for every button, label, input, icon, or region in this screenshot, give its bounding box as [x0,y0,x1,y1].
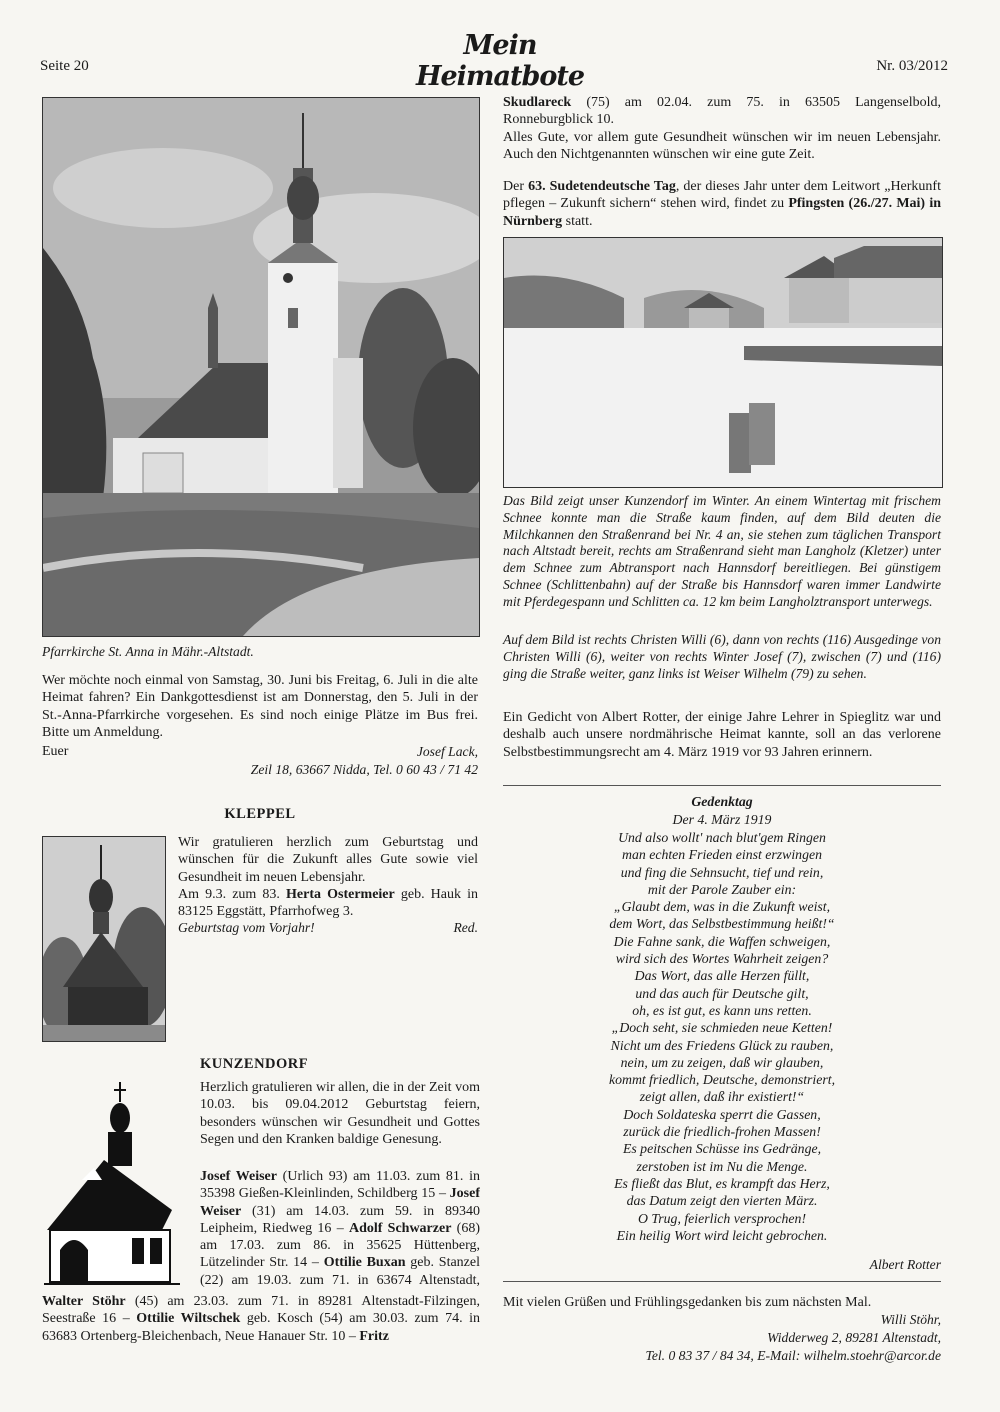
sdt-mid: , der dieses Jahr unter dem Leitwort „Herkunft pflegen – Zukunft sichern“ stehen wird, findet zu [503,179,941,212]
church-photo [42,97,480,637]
kleppel-note: Geburtstag vom Vorjahr! [178,920,315,935]
winter-caption: Das Bild zeigt unser Kunzendorf im Winter. An einem Wintertag mit frischem Schnee konnte man die Straße kaum finden, auf dem Bild deuten die Milchkannen den Straßenrand bei Nr. 4 an, sie stehen zum täglichen Transport nach Altstadt bereit, rechts am Straßenrand sieht man Langholz (Kletzer) unter dem Schnee zum Abtransport nach Hannsdorf bereitliegen. Bei günstigem Schnee (Schlittenbahn) auf der Straße bis Hannsdorf waren immer Landwirte mit Pferdegespann und Schlitten ca. 12 km beim Langholztransport unterwegs. [503,493,941,609]
birthday-name: Skudlareck [503,95,572,110]
divider-line [503,785,941,786]
poem-line: dem Wort, das Selbstbestimmung heißt!“ [609,916,835,932]
poem-line: Es peitschen Schüsse ins Gedränge, [622,1141,822,1157]
poem-line: Und also wollt' nach blut'gem Ringen [618,830,826,845]
sdt-post: statt. [565,213,593,229]
poem-line: Die Fahne sank, die Waffen schweigen, [613,933,831,949]
closing-contact: Tel. 0 83 37 / 84 34, E-Mail: wilhelm.stoehr@arcor.de [645,1348,941,1363]
trip-announcement: Wer möchte noch einmal von Samstag, 30. Juni bis Freitag, 6. Juli in die alte Heimat fahren? Ein Dankgottesdienst ist am Donnerstag, den 5. Juli in der St.-Anna-Pfarrkirche vorgesehen. Es sind noch einige Plätze im Bus frei. Bitte um Anmeldung. [42,673,478,740]
kleppel-heading: KLEPPEL [224,806,296,822]
poem-line: zurück die friedlich-frohen Massen! [623,1124,821,1140]
kleppel-entry-name: Herta Ostermeier [286,887,395,902]
birthday-detail: (45) am 23.03. zum 71. in 89281 Altenstadt-Filzingen, Seestraße 16 – [42,1294,480,1327]
closing-name: Willi Stöhr, [880,1312,941,1327]
sudetendeutscher-tag-text [503,178,941,230]
kleppel-chapel-photo [42,836,166,1042]
birthday-name: Adolf Schwarzer [348,1220,452,1236]
poem-line: O Trug, feierlich versprochen! [637,1210,807,1226]
sdt-pre: Der [503,179,524,194]
kunzendorf-heading: KUNZENDORF [200,1056,309,1072]
poem-line: und das auch für Deutsche gilt, [635,985,809,1001]
poem-intro: Ein Gedicht von Albert Rotter, der einige Jahre Lehrer in Spieglitz war und deshalb auch unsere nordmährische Heimat kannte, soll an das verlorene Selbstbestimmungsrecht am 4. März 1919 vor 93 Jahren erinnern. [503,710,941,760]
birthday-detail: (75) am 02.04. zum 75. in 63505 Langenselbold, Ronneburgblick 10. [503,95,941,128]
winter-photo [503,237,943,488]
sdt-bold: 63. Sudetendeutsche Tag [528,179,676,194]
birthday-name: Walter Stöhr [42,1294,126,1309]
poem-line: nein, um zu zeigen, daß wir glauben, [620,1054,824,1070]
poem-body [503,829,941,1244]
poem-line: das Datum zeigt den vierten März. [626,1193,818,1209]
birthday-detail: (31) am 14.03. zum 59. in 89340 Leipheim, Riedweg 16 – [200,1203,480,1236]
birthday-detail: (68) am 17.03. zum 86. in 35625 Hüttenberg, Lützelinder Str. 14 – [200,1220,480,1271]
birthday-name: Josef Weiser [200,1169,277,1184]
kleppel-red: Red. [453,920,478,935]
poem-line: wird sich des Wortes Wahrheit zeigen? [615,951,829,967]
poem-line: Doch Soldateska sperrt die Gassen, [623,1106,821,1122]
poem-line: oh, es ist gut, es kann uns retten. [632,1002,812,1018]
trip-euer: Euer [42,744,69,759]
winter-caption-names: Auf dem Bild ist rechts Christen Willi (6), dann von rechts (116) Ausgedinge von Christen Willi (6), weiter von rechts Winter Josef (7), zwischen (7) und (116) ging die Straße weiter, ganz links ist Weiser Wilhelm (79) zu sehen. [503,632,941,681]
trip-signature-address: Zeil 18, 63667 Nidda, Tel. 0 60 43 / 71 42 [250,762,478,777]
poem-line: man echten Frieden einst erzwingen [621,847,822,863]
kleppel-entry-pre: Am 9.3. zum 83. [178,887,280,902]
kunzendorf-birthdays-a [200,1168,480,1290]
sdt-bold2: Pfingsten (26./27. Mai) in Nürnberg [503,196,941,229]
poem-line: Ein heilig Wort wird leicht gebrochen. [616,1227,828,1243]
skudlareck-entry [503,94,941,129]
birthday-detail: (Urlich 93) am 11.03. zum 81. in 35398 Gießen-Kleinlinden, Schildberg 15 – [200,1169,480,1202]
poem-line: kommt friedlich, Deutsche, demonstriert, [608,1072,836,1088]
poem-line: zerstoben ist im Nu die Menge. [636,1158,808,1174]
church-caption: Pfarrkirche St. Anna in Mähr.-Altstadt. [42,644,254,659]
kleppel-entry-post: geb. Hauk in 83125 Eggstätt, Pfarrhofweg 3. [178,887,478,920]
page-number: Seite 20 [40,58,89,74]
poem-line: Es fließt das Blut, es krampft das Herz, [614,1175,830,1191]
poem-line: „Doch seht, sie schmieden neue Ketten! [611,1020,833,1036]
kleppel-entry [178,886,478,921]
birthday-name: Fritz [359,1328,389,1344]
wishes-text: Alles Gute, vor allem gute Gesundheit wünschen wir im neuen Lebensjahr. Auch den Nichtgenannten wünschen wir eine gute Zeit. [503,130,941,163]
birthday-detail: geb. Kosch (54) am 30.03. zum 74. in 63683 Ortenberg-Bleichenbach, Neue Hanauer Str. 10 – [42,1311,480,1344]
poem-line: Das Wort, das alle Herzen füllt, [634,968,810,984]
kleppel-text: Wir gratulieren herzlich zum Geburtstag und wünschen für die Zukunft alles Gute sowie viel Gesundheit im neuen Lebensjahr. [178,835,478,885]
poem-title: Gedenktag [691,794,753,809]
poem-line: mit der Parole Zauber ein: [647,881,797,897]
divider-line [503,1281,941,1282]
masthead-logo: Mein Heimatbote [415,30,585,92]
birthday-detail: geb. Stanzel (22) am 19.03. zum 71. in 63674 Altenstadt, [200,1255,480,1288]
birthday-name: Ottilie Wiltschek [136,1311,241,1327]
poem-line: Nicht um des Friedens Glück zu rauben, [610,1037,834,1053]
poem-line: zeigt allen, daß ihr existiert!“ [639,1089,805,1105]
closing-address: Widderweg 2, 89281 Altenstadt, [767,1330,941,1345]
birthday-name: Ottilie Buxan [323,1255,406,1271]
birthday-name: Josef Weiser [200,1186,480,1219]
kunzendorf-birthdays-b [42,1293,480,1345]
poem-line: und fing die Sehnsucht, tief und rein, [620,864,824,880]
kunzendorf-intro: Herzlich gratulieren wir allen, die in der Zeit vom 10.03. bis 09.04.2012 Geburtstag feiern, besonders wünschen wir Gesundheit und Gottes Segen und den Kranken baldige Genesung. [200,1080,480,1147]
poem-subtitle: Der 4. März 1919 [672,812,772,827]
closing-greeting: Mit vielen Grüßen und Frühlingsgedanken bis zum nächsten Mal. [503,1295,872,1310]
issue-number: Nr. 03/2012 [876,58,948,74]
poem-line: „Glaubt dem, was in die Zukunft weist, [613,899,831,915]
kunzendorf-chapel-drawing [42,1080,182,1288]
poem-author: Albert Rotter [869,1257,941,1272]
trip-signature-name: Josef Lack, [416,744,478,759]
